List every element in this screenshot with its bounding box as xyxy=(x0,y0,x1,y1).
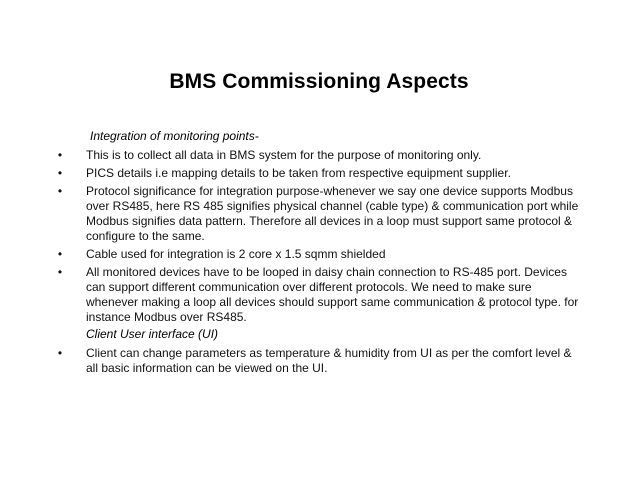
list-item xyxy=(54,265,584,325)
list-item xyxy=(54,346,584,376)
list-item-text: Protocol significance for integration purpose-whenever we say one device supports Modbus over RS485, here RS 485 signifies physical channel (cable type) & communication port while Modbus signifies data pattern. Therefore all devices in a loop must support same protocol & configure to the same. xyxy=(86,184,579,243)
list-item-text: All monitored devices have to be looped in daisy chain connection to RS-485 port. Devices can support different communication over different protocols. We need to make sure whenever making a loop all devices should support same communication & protocol type. for instance Modbus over RS485. xyxy=(86,265,579,324)
bullet-icon: • xyxy=(57,265,63,279)
section-heading-client-ui: Client User interface (UI) xyxy=(86,327,219,341)
section-heading-integration: Integration of monitoring points- xyxy=(90,129,259,143)
list-item-text: PICS details i.e mapping details to be taken from respective equipment supplier. xyxy=(86,166,511,180)
list-item xyxy=(54,247,584,262)
list-item xyxy=(54,166,584,181)
list-item-text: This is to collect all data in BMS system for the purpose of monitoring only. xyxy=(86,148,482,162)
list-item xyxy=(54,184,584,244)
bullet-icon: • xyxy=(57,184,63,198)
bullet-icon: • xyxy=(57,148,63,162)
bullet-list-client-ui xyxy=(54,346,584,379)
list-item-text: Cable used for integration is 2 core x 1.5 sqmm shielded xyxy=(86,247,386,261)
bullet-icon: • xyxy=(57,346,63,360)
list-item-text: Client can change parameters as temperature & humidity from UI as per the comfort level & all basic information can be viewed on the UI. xyxy=(86,346,572,375)
list-item xyxy=(54,148,584,163)
bullet-list-integration xyxy=(54,148,584,328)
bullet-icon: • xyxy=(57,166,63,180)
bullet-icon: • xyxy=(57,247,63,261)
slide-title: BMS Commissioning Aspects xyxy=(169,70,469,93)
